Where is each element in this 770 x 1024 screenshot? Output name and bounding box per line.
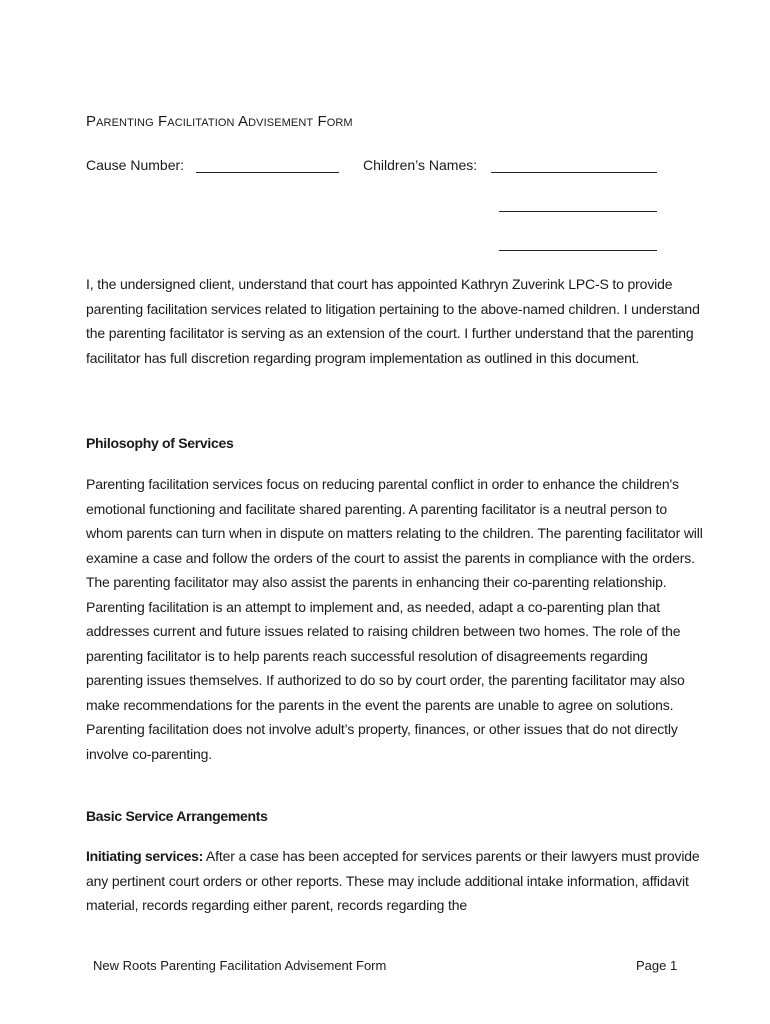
footer-form-name: New Roots Parenting Facilitation Advisement Form — [93, 958, 387, 973]
initiating-services-paragraph — [86, 844, 706, 918]
philosophy-paragraph-2: Parenting facilitation is an attempt to implement and, as needed, adapt a co-parenting plan that addresses current and future issues related to raising children between two homes. The role of the parenting facilitator is to help parents reach successful resolution of disagreements regarding parenting issues themselves. If authorized to do so by court order, the parenting facilitator may also make recommendations for the parents in the event the parents are unable to agree on solutions. Parenting facilitation does not involve adult’s property, finances, or other issues that do not directly involve co-parenting. — [86, 598, 685, 762]
intro-text: I, the undersigned client, understand that court has appointed Kathryn Zuverink LPC-S to provide parenting facilitation services related to litigation pertaining to the above-named children. I understand the parenting facilitator is serving as an extension of the court. I further understand that the parenting facilitator has full discretion regarding program implementation as outlined in this document. — [86, 276, 700, 366]
intro-paragraph — [86, 272, 706, 370]
philosophy-paragraph-1: Parenting facilitation services focus on reducing parental conflict in order to enhance the children's emotional functioning and facilitate shared parenting. A parenting facilitator is a neutral person to whom parents can turn when in dispute on matters relating to the children. The parenting facilitator will examine a case and follow the orders of the court to assist the parents in compliance with the orders. The parenting facilitator may also assist the parents in enhancing their co-parenting relationship. — [86, 476, 703, 590]
initiating-services-label: Initiating services: — [86, 848, 203, 864]
philosophy-section — [86, 472, 706, 766]
basic-arrangements-heading: Basic Service Arrangements — [86, 808, 268, 824]
childrens-names-label: Children’s Names: — [363, 157, 478, 173]
footer-page-number: Page 1 — [636, 958, 678, 973]
childrens-names-line-1[interactable] — [491, 172, 657, 173]
cause-number-label: Cause Number: — [86, 157, 185, 173]
cause-number-line[interactable] — [196, 172, 339, 173]
childrens-names-line-2[interactable] — [499, 211, 657, 212]
initiating-services-text: After a case has been accepted for services parents or their lawyers must provide any pertinent court orders or other reports. These may include additional intake information, affidavit material, records regarding either parent, records regarding the — [86, 848, 700, 913]
childrens-names-line-3[interactable] — [499, 250, 657, 251]
page-title: Parenting Facilitation Advisement Form — [86, 113, 353, 130]
philosophy-heading: Philosophy of Services — [86, 435, 234, 451]
